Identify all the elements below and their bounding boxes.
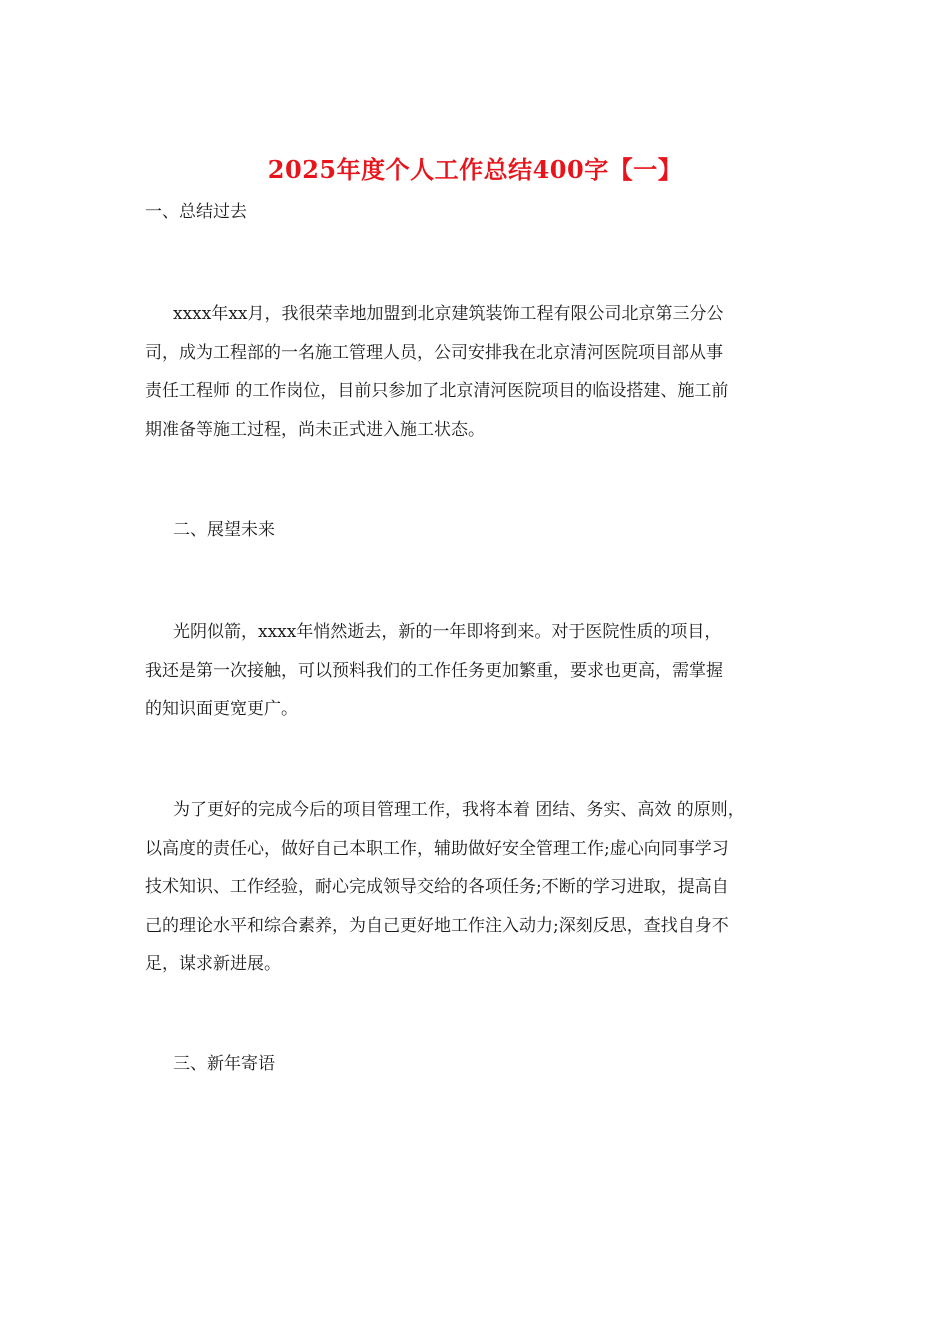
paragraph-line: 技术知识、工作经验，耐心完成领导交给的各项任务;不断的学习进取，提高自 [145, 877, 729, 897]
paragraph-line: 光阴似箭，xxxx年悄然逝去，新的一年即将到来。对于医院性质的项目， [173, 622, 722, 642]
paragraph-line: 司，成为工程部的一名施工管理人员，公司安排我在北京清河医院项目部从事 [145, 342, 723, 363]
paragraph-line: 足，谋求新进展。 [145, 954, 281, 974]
paragraph-line: 我还是第一次接触，可以预料我们的工作任务更加繁重，要求也更高，需掌握 [145, 660, 723, 681]
paragraph-line: 期准备等施工过程，尚未正式进入施工状态。 [145, 419, 485, 440]
paragraph-line: 为了更好的完成今后的项目管理工作，我将本着 团结、务实、高效 的原则， [173, 800, 745, 820]
section-heading-new-year: 三、新年寄语 [173, 1054, 275, 1074]
paragraph-summary [145, 295, 810, 449]
paragraph-line: 责任工程师 的工作岗位，目前只参加了北京清河医院项目的临设搭建、施工前 [145, 381, 729, 401]
paragraph-outlook-1 [145, 613, 810, 729]
paragraph-outlook-2 [145, 791, 810, 984]
section-heading-summary: 一、总结过去 [145, 202, 247, 222]
document-title: 2025年度个人工作总结400字【一】 [267, 155, 683, 184]
paragraph-line: 的知识面更宽更广。 [145, 699, 298, 719]
section-heading-outlook: 二、展望未来 [173, 520, 275, 540]
paragraph-line: xxxx年xx月，我很荣幸地加盟到北京建筑装饰工程有限公司北京第三分公 [173, 304, 724, 324]
paragraph-line: 以高度的责任心，做好自己本职工作，辅助做好安全管理工作;虚心向同事学习 [145, 838, 729, 859]
paragraph-line: 己的理论水平和综合素养，为自己更好地工作注入动力;深刻反思，查找自身不 [145, 915, 729, 936]
